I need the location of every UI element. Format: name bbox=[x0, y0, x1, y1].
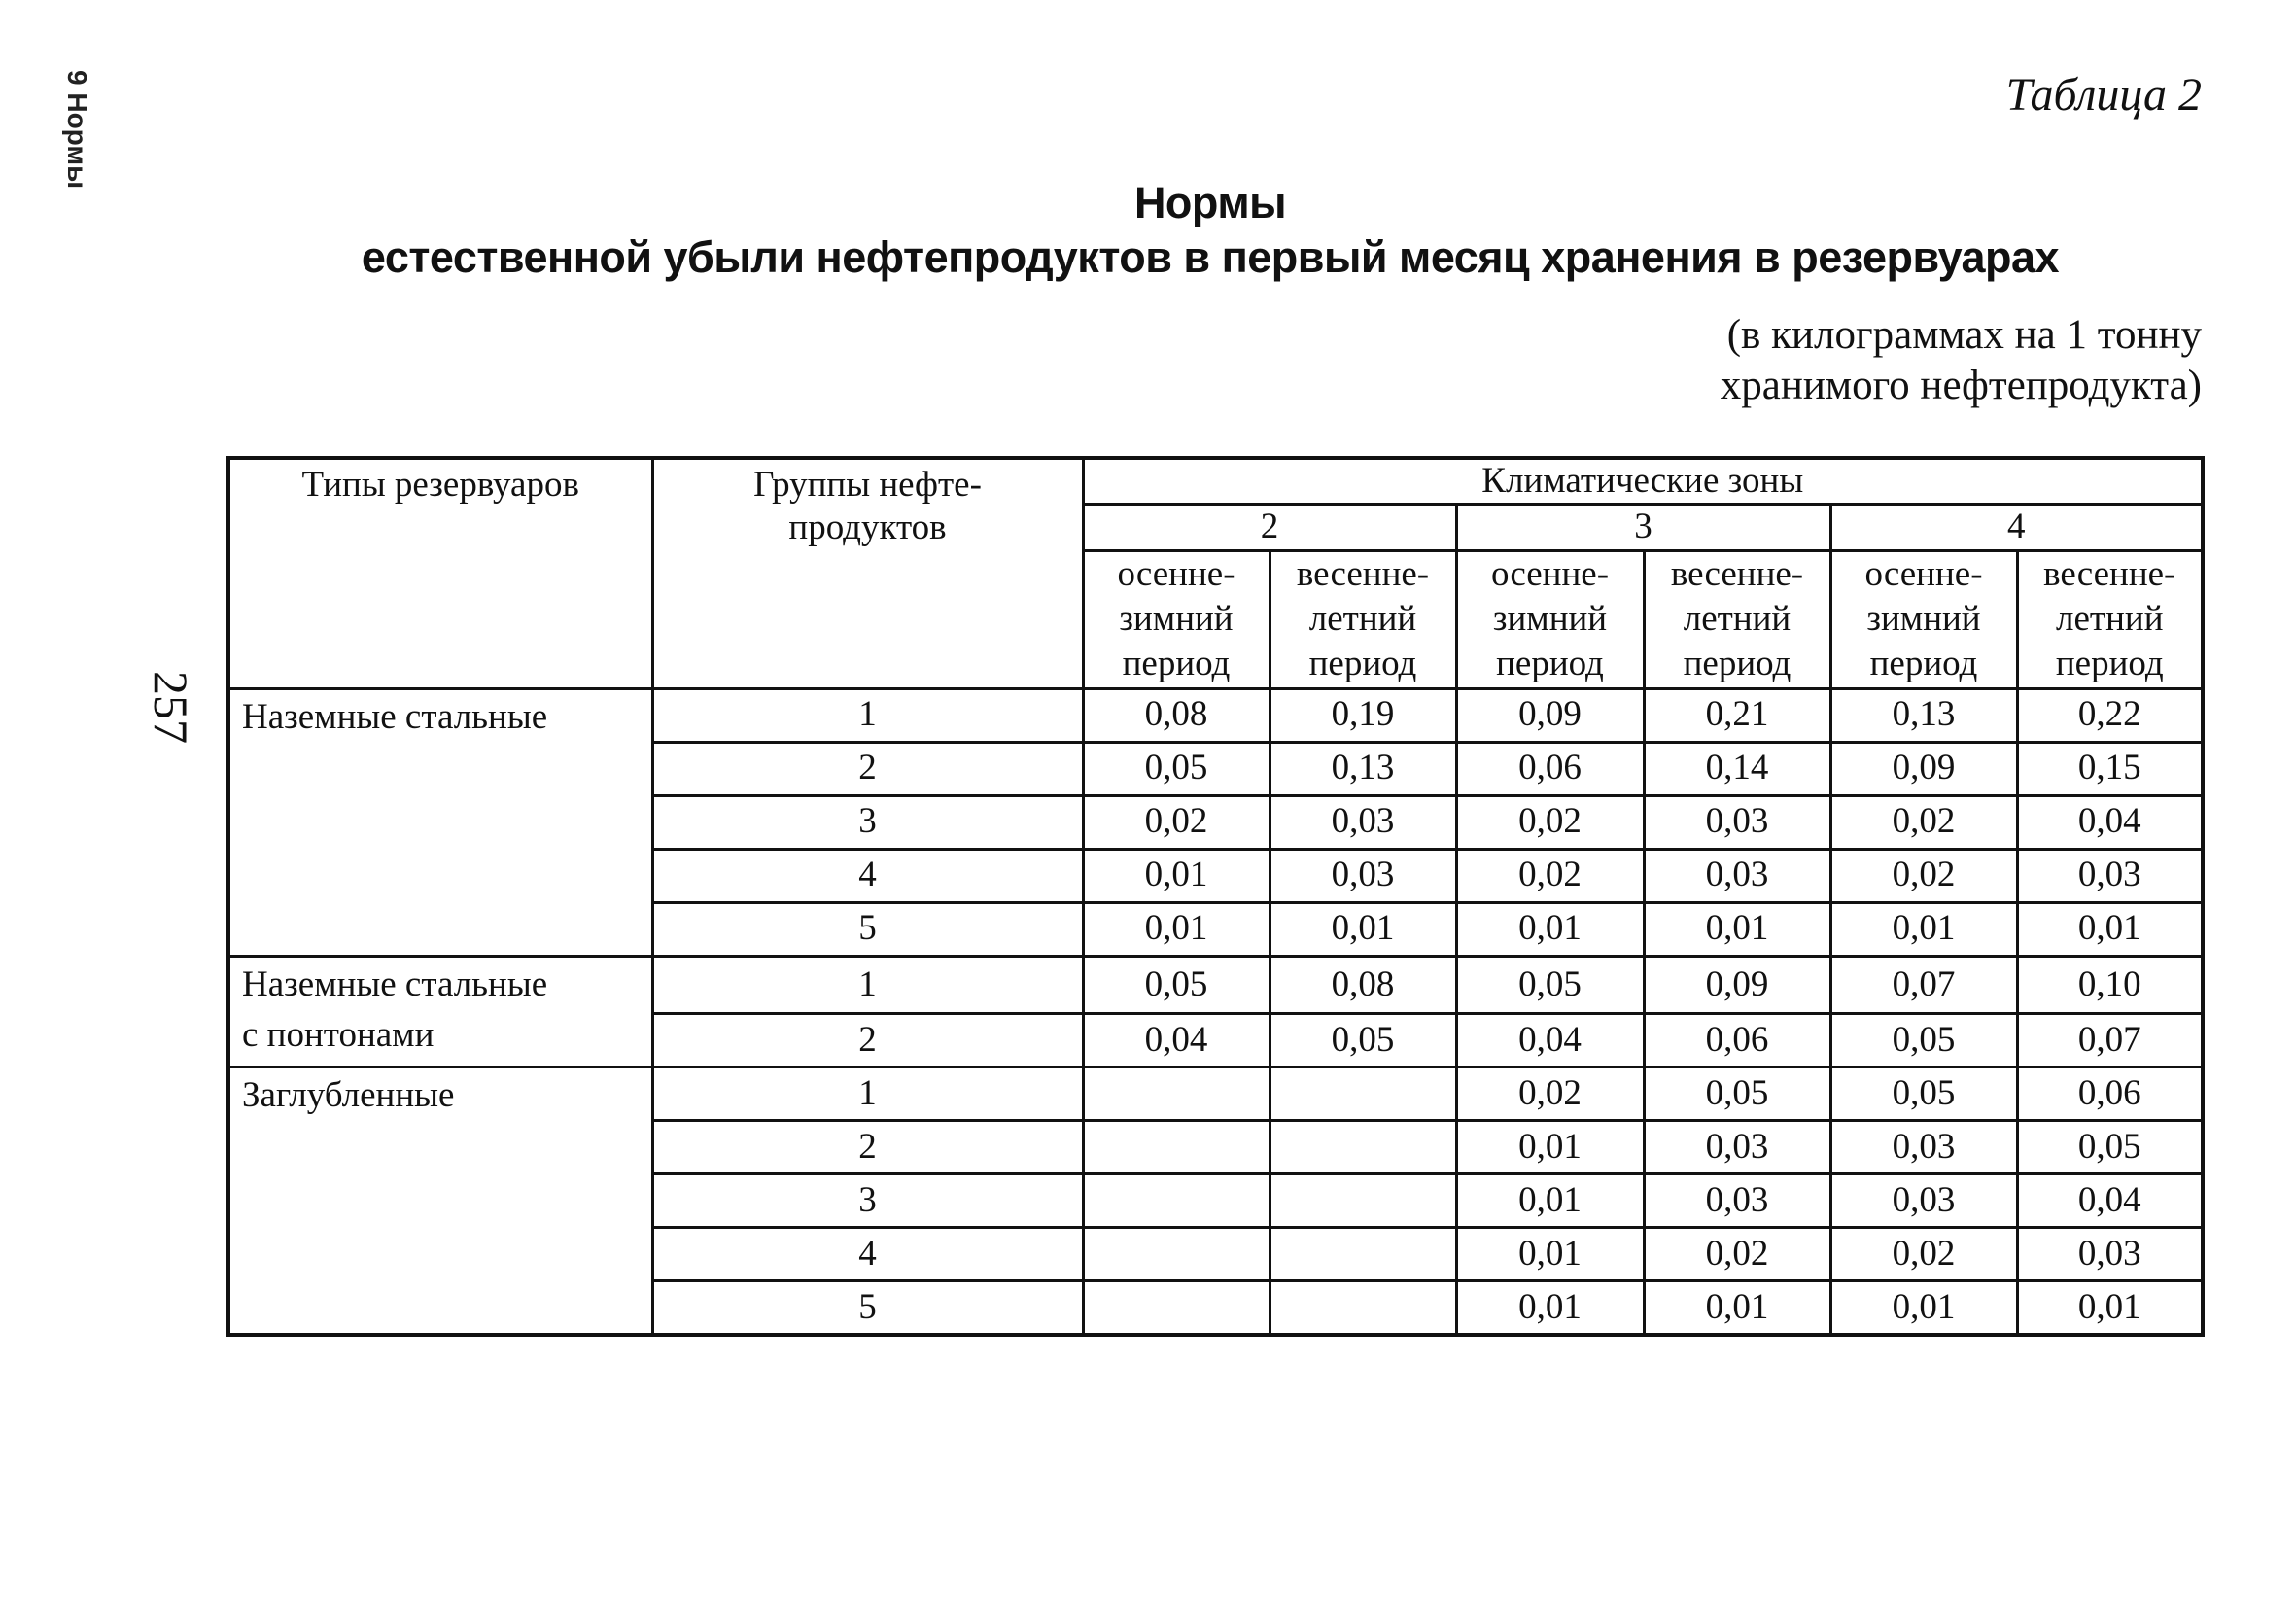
norm-value-cell: 0,13 bbox=[1270, 742, 1456, 795]
norm-value-cell: 0,02 bbox=[1830, 1228, 2017, 1281]
header-product-groups-line1: Группы нефте- bbox=[753, 465, 982, 505]
running-header: 9 Нормы bbox=[62, 70, 92, 190]
norm-value-cell bbox=[1270, 1174, 1456, 1228]
header-period-spring bbox=[1644, 550, 1830, 688]
norm-value-cell: 0,05 bbox=[1083, 742, 1270, 795]
norm-value-cell: 0,01 bbox=[2017, 902, 2203, 956]
table-row bbox=[228, 956, 2203, 1014]
header-period-line: период bbox=[2055, 644, 2164, 684]
norm-value-cell bbox=[1083, 1281, 1270, 1336]
norm-value-cell bbox=[1270, 1281, 1456, 1336]
norm-value-cell: 0,04 bbox=[2017, 1174, 2203, 1228]
norm-value-cell: 0,01 bbox=[1456, 902, 1644, 956]
header-period-autumn bbox=[1456, 550, 1644, 688]
header-product-groups-line2: продуктов bbox=[788, 507, 947, 548]
header-period-line: весенне- bbox=[2043, 553, 2176, 594]
norm-value-cell: 0,08 bbox=[1083, 688, 1270, 742]
header-period-autumn bbox=[1830, 550, 2017, 688]
header-period-line: весенне- bbox=[1296, 553, 1430, 594]
header-zone-2: 2 bbox=[1083, 505, 1456, 550]
header-period-line: осенне- bbox=[1490, 553, 1610, 594]
norm-value-cell: 0,01 bbox=[1456, 1281, 1644, 1336]
norm-value-cell: 0,03 bbox=[1270, 795, 1456, 849]
norm-value-cell: 0,04 bbox=[1456, 1014, 1644, 1067]
norm-value-cell: 0,09 bbox=[1830, 742, 2017, 795]
norm-value-cell bbox=[1083, 1174, 1270, 1228]
norm-value-cell: 0,01 bbox=[1456, 1174, 1644, 1228]
header-zone-4: 4 bbox=[1830, 505, 2203, 550]
norm-value-cell: 0,06 bbox=[1456, 742, 1644, 795]
norm-value-cell bbox=[1083, 1067, 1270, 1121]
norm-value-cell: 0,01 bbox=[1456, 1121, 1644, 1174]
norm-value-cell: 0,02 bbox=[1456, 1067, 1644, 1121]
norm-value-cell: 0,10 bbox=[2017, 956, 2203, 1014]
table-row bbox=[228, 1014, 2203, 1067]
norm-value-cell: 0,02 bbox=[1830, 849, 2017, 902]
header-period-line: летний bbox=[1308, 599, 1417, 640]
header-period-line: период bbox=[1122, 644, 1231, 684]
norm-value-cell: 0,07 bbox=[2017, 1014, 2203, 1067]
norm-value-cell: 0,05 bbox=[1644, 1067, 1830, 1121]
norm-value-cell: 0,15 bbox=[2017, 742, 2203, 795]
norm-value-cell: 0,09 bbox=[1456, 688, 1644, 742]
header-period-line: зимний bbox=[1119, 599, 1234, 640]
norm-value-cell: 0,01 bbox=[1083, 902, 1270, 956]
norm-value-cell: 0,03 bbox=[1830, 1121, 2017, 1174]
product-group-cell: 1 bbox=[652, 688, 1083, 742]
norm-value-cell: 0,06 bbox=[2017, 1067, 2203, 1121]
header-product-groups bbox=[652, 458, 1083, 688]
product-group-cell: 5 bbox=[652, 1281, 1083, 1336]
table-label: Таблица 2 bbox=[2005, 69, 2202, 121]
norm-value-cell: 0,01 bbox=[1456, 1228, 1644, 1281]
norm-value-cell bbox=[1083, 1228, 1270, 1281]
norm-value-cell: 0,06 bbox=[1644, 1014, 1830, 1067]
norm-value-cell: 0,02 bbox=[1644, 1228, 1830, 1281]
product-group-cell: 2 bbox=[652, 1121, 1083, 1174]
header-tank-types-label: Типы резервуаров bbox=[301, 465, 579, 505]
norm-value-cell: 0,03 bbox=[1644, 795, 1830, 849]
norm-value-cell: 0,09 bbox=[1644, 956, 1830, 1014]
norm-value-cell: 0,13 bbox=[1830, 688, 2017, 742]
product-group-cell: 1 bbox=[652, 956, 1083, 1014]
product-group-cell: 1 bbox=[652, 1067, 1083, 1121]
norm-value-cell: 0,02 bbox=[1456, 795, 1644, 849]
norm-value-cell: 0,14 bbox=[1644, 742, 1830, 795]
norm-value-cell: 0,03 bbox=[2017, 1228, 2203, 1281]
norm-value-cell: 0,01 bbox=[1830, 902, 2017, 956]
norm-value-cell bbox=[1270, 1067, 1456, 1121]
norm-value-cell: 0,05 bbox=[1083, 956, 1270, 1014]
table-title: Нормы bbox=[1133, 178, 1287, 227]
header-period-line: весенне- bbox=[1670, 553, 1804, 594]
norm-value-cell: 0,05 bbox=[1830, 1067, 2017, 1121]
norm-value-cell: 0,05 bbox=[2017, 1121, 2203, 1174]
header-period-spring bbox=[2017, 550, 2203, 688]
tank-type-cell: Наземные стальные bbox=[228, 688, 652, 956]
norm-value-cell: 0,01 bbox=[1644, 902, 1830, 956]
units-note-line1: (в килограммах на 1 тонну bbox=[1726, 312, 2202, 358]
header-period-line: зимний bbox=[1492, 599, 1608, 640]
norm-value-cell: 0,03 bbox=[1644, 849, 1830, 902]
header-period-line: летний bbox=[1683, 599, 1792, 640]
tank-type-cell: с понтонами bbox=[228, 1014, 652, 1067]
tank-type-cell: Наземные стальные bbox=[228, 956, 652, 1014]
header-climate-zones: Климатические зоны bbox=[1083, 458, 2203, 505]
norm-value-cell: 0,22 bbox=[2017, 688, 2203, 742]
page-number: 257 bbox=[144, 671, 198, 744]
norm-value-cell bbox=[1270, 1228, 1456, 1281]
norm-value-cell: 0,05 bbox=[1830, 1014, 2017, 1067]
table-row bbox=[228, 1067, 2203, 1121]
header-period-line: осенне- bbox=[1117, 553, 1235, 594]
tank-type-cell: Заглубленные bbox=[228, 1067, 652, 1336]
header-tank-types bbox=[228, 458, 652, 688]
norm-value-cell: 0,01 bbox=[2017, 1281, 2203, 1336]
product-group-cell: 4 bbox=[652, 849, 1083, 902]
norm-value-cell: 0,03 bbox=[1270, 849, 1456, 902]
norm-value-cell: 0,04 bbox=[2017, 795, 2203, 849]
product-group-cell: 3 bbox=[652, 795, 1083, 849]
header-period-line: период bbox=[1496, 644, 1604, 684]
units-note-line2: хранимого нефтепродукта) bbox=[1720, 363, 2202, 408]
norm-value-cell: 0,02 bbox=[1456, 849, 1644, 902]
norm-value-cell: 0,03 bbox=[2017, 849, 2203, 902]
table-subtitle: естественной убыли нефтепродуктов в первый месяц хранения в резервуарах bbox=[361, 232, 2060, 282]
product-group-cell: 2 bbox=[652, 742, 1083, 795]
norm-value-cell: 0,03 bbox=[1644, 1174, 1830, 1228]
header-period-line: зимний bbox=[1866, 599, 1981, 640]
norm-value-cell: 0,05 bbox=[1270, 1014, 1456, 1067]
norm-value-cell bbox=[1083, 1121, 1270, 1174]
norm-value-cell: 0,02 bbox=[1083, 795, 1270, 849]
header-period-line: период bbox=[1308, 644, 1417, 684]
norm-value-cell: 0,04 bbox=[1083, 1014, 1270, 1067]
header-period-spring bbox=[1270, 550, 1456, 688]
header-period-line: период bbox=[1683, 644, 1792, 684]
product-group-cell: 5 bbox=[652, 902, 1083, 956]
norm-value-cell: 0,01 bbox=[1830, 1281, 2017, 1336]
norm-value-cell: 0,05 bbox=[1456, 956, 1644, 1014]
norm-value-cell: 0,01 bbox=[1270, 902, 1456, 956]
norm-value-cell: 0,01 bbox=[1644, 1281, 1830, 1336]
norm-value-cell: 0,21 bbox=[1644, 688, 1830, 742]
norm-value-cell: 0,02 bbox=[1830, 795, 2017, 849]
norm-value-cell: 0,07 bbox=[1830, 956, 2017, 1014]
norm-value-cell: 0,01 bbox=[1083, 849, 1270, 902]
norm-value-cell: 0,03 bbox=[1644, 1121, 1830, 1174]
norm-value-cell: 0,19 bbox=[1270, 688, 1456, 742]
header-period-autumn bbox=[1083, 550, 1270, 688]
norm-value-cell bbox=[1270, 1121, 1456, 1174]
header-period-line: летний bbox=[2056, 599, 2164, 640]
header-zone-3: 3 bbox=[1456, 505, 1830, 550]
table-row bbox=[228, 688, 2203, 742]
header-period-line: период bbox=[1869, 644, 1978, 684]
norm-value-cell: 0,08 bbox=[1270, 956, 1456, 1014]
header-period-line: осенне- bbox=[1864, 553, 1983, 594]
product-group-cell: 2 bbox=[652, 1014, 1083, 1067]
norms-table bbox=[226, 456, 2205, 1337]
product-group-cell: 4 bbox=[652, 1228, 1083, 1281]
norm-value-cell: 0,03 bbox=[1830, 1174, 2017, 1228]
product-group-cell: 3 bbox=[652, 1174, 1083, 1228]
